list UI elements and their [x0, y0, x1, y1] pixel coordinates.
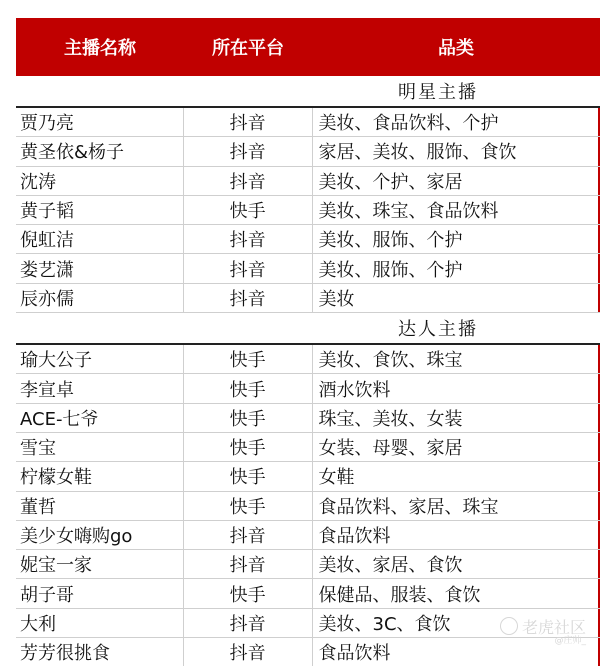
table-row	[16, 550, 600, 579]
category-cell: 美妆、食品饮料、个护	[313, 108, 600, 136]
streamer-name-cell: 娄艺潇	[16, 254, 184, 282]
streamer-name-cell: ACE-七爷	[16, 404, 184, 432]
category-cell: 女鞋	[313, 462, 600, 490]
streamer-name-cell: 雪宝	[16, 433, 184, 461]
category-cell: 美妆、食饮、珠宝	[313, 345, 600, 373]
table-row	[16, 462, 600, 491]
streamer-table	[16, 18, 600, 666]
category-cell: 美妆、个护、家居	[313, 167, 600, 195]
header-category: 品类	[312, 34, 600, 60]
streamer-name-cell: 辰亦儒	[16, 284, 184, 312]
category-cell: 美妆、服饰、个护	[313, 254, 600, 282]
header-platform: 所在平台	[184, 34, 312, 60]
streamer-name-cell: 妮宝一家	[16, 550, 184, 578]
streamer-name-cell: 瑜大公子	[16, 345, 184, 373]
category-cell: 美妆、珠宝、食品饮料	[313, 196, 600, 224]
table-row	[16, 254, 600, 283]
table-row	[16, 196, 600, 225]
category-cell: 美妆、服饰、个护	[313, 225, 600, 253]
platform-cell: 抖音	[184, 254, 313, 282]
platform-cell: 快手	[184, 579, 313, 607]
streamer-name-cell: 大利	[16, 609, 184, 637]
category-cell: 食品饮料、家居、珠宝	[313, 492, 600, 520]
table-row	[16, 492, 600, 521]
streamer-name-cell: 李宣卓	[16, 374, 184, 402]
table-row	[16, 345, 600, 374]
streamer-name-cell: 黄子韬	[16, 196, 184, 224]
platform-cell: 抖音	[184, 609, 313, 637]
platform-cell: 抖音	[184, 284, 313, 312]
streamer-name-cell: 美少女嗨购go	[16, 521, 184, 549]
table-row	[16, 225, 600, 254]
category-cell: 家居、美妆、服饰、食饮	[313, 137, 600, 165]
section-row	[16, 313, 600, 345]
section-title: 达人主播	[16, 315, 600, 341]
platform-cell: 抖音	[184, 167, 313, 195]
category-cell: 酒水饮料	[313, 374, 600, 402]
streamer-name-cell: 胡子哥	[16, 579, 184, 607]
category-cell: 美妆、家居、食饮	[313, 550, 600, 578]
table-row	[16, 108, 600, 137]
table-row	[16, 137, 600, 166]
platform-cell: 抖音	[184, 638, 313, 666]
watermark-brand: 老虎社区	[522, 618, 586, 637]
category-cell: 珠宝、美妆、女装	[313, 404, 600, 432]
streamer-name-cell: 贾乃亮	[16, 108, 184, 136]
category-cell: 美妆、3C、食饮	[313, 609, 600, 637]
watermark-user: @庄帅_	[500, 637, 586, 646]
streamer-name-cell: 柠檬女鞋	[16, 462, 184, 490]
platform-cell: 快手	[184, 404, 313, 432]
platform-cell: 快手	[184, 492, 313, 520]
platform-cell: 快手	[184, 374, 313, 402]
table-header	[16, 18, 600, 76]
platform-cell: 快手	[184, 345, 313, 373]
section-row	[16, 76, 600, 108]
platform-cell: 快手	[184, 196, 313, 224]
platform-cell: 抖音	[184, 108, 313, 136]
table-row	[16, 521, 600, 550]
streamer-name-cell: 芳芳很挑食	[16, 638, 184, 666]
platform-cell: 抖音	[184, 225, 313, 253]
table-row	[16, 374, 600, 403]
table-row	[16, 433, 600, 462]
category-cell: 食品饮料	[313, 521, 600, 549]
streamer-name-cell: 沈涛	[16, 167, 184, 195]
streamer-name-cell: 黄圣依&杨子	[16, 137, 184, 165]
category-cell: 保健品、服装、食饮	[313, 579, 600, 607]
platform-cell: 抖音	[184, 137, 313, 165]
platform-cell: 抖音	[184, 521, 313, 549]
table-row	[16, 404, 600, 433]
tiger-logo-icon	[500, 617, 518, 635]
table-row	[16, 579, 600, 608]
platform-cell: 抖音	[184, 550, 313, 578]
category-cell: 女装、母婴、家居	[313, 433, 600, 461]
header-streamer-name: 主播名称	[16, 34, 184, 60]
section-title: 明星主播	[16, 78, 600, 104]
streamer-name-cell: 董哲	[16, 492, 184, 520]
streamer-name-cell: 倪虹洁	[16, 225, 184, 253]
category-cell: 食品饮料	[313, 638, 600, 666]
platform-cell: 快手	[184, 462, 313, 490]
category-cell: 美妆	[313, 284, 600, 312]
watermark	[500, 617, 586, 646]
table-body	[16, 76, 600, 666]
table-row	[16, 167, 600, 196]
table-row	[16, 284, 600, 313]
platform-cell: 快手	[184, 433, 313, 461]
